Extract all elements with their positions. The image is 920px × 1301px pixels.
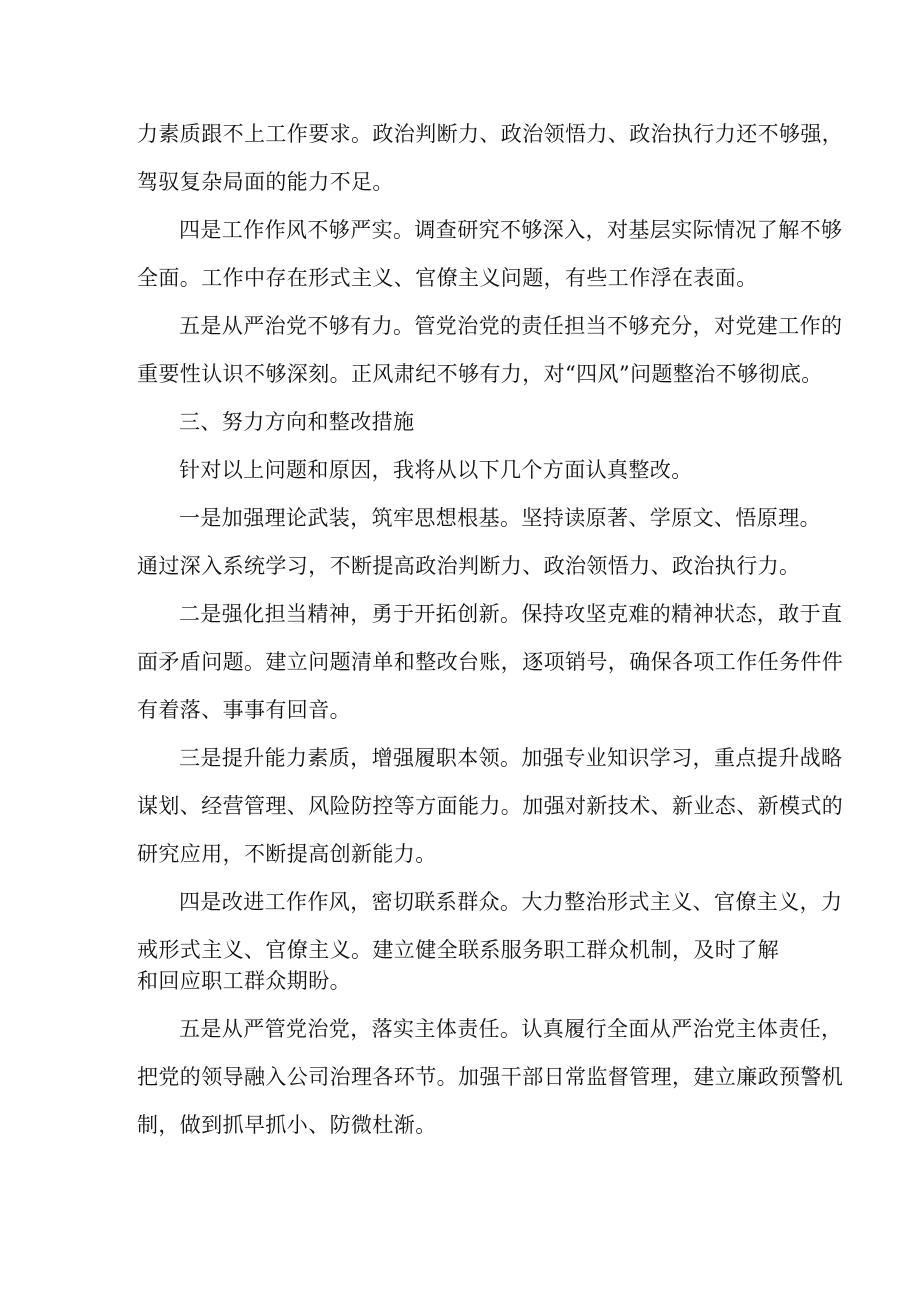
text-line: 有着落、事事有回音。 xyxy=(137,698,351,722)
paragraph-start-line: 三是提升能力素质，增强履职本领。加强专业知识学习，重点提升战略 xyxy=(179,746,843,770)
paragraph-start-line: 针对以上问题和原因，我将从以下几个方面认真整改。 xyxy=(179,458,693,482)
text-line: 制，做到抓早抓小、防微杜渐。 xyxy=(137,1113,437,1137)
section-heading: 三、努力方向和整改措施 xyxy=(179,410,415,434)
text-line: 驾驭复杂局面的能力不足。 xyxy=(137,170,394,194)
text-line: 面矛盾问题。建立问题清单和整改台账，逐项销号，确保各项工作任务件件 xyxy=(137,650,844,674)
paragraph-start-line: 五是从严管党治党，落实主体责任。认真履行全面从严治党主体责任， xyxy=(179,1017,843,1041)
paragraph-start-line: 四是工作作风不够严实。调查研究不够深入，对基层实际情况了解不够 xyxy=(179,218,843,242)
text-line: 把党的领导融入公司治理各环节。加强干部日常监督管理，建立廉政预警机 xyxy=(137,1065,844,1089)
text-line: 重要性认识不够深刻。正风肃纪不够有力，对“四风”问题整治不够彻底。 xyxy=(137,362,823,386)
text-line: 研究应用，不断提高创新能力。 xyxy=(137,842,437,866)
text-line: 和回应职工群众期盼。 xyxy=(137,969,351,993)
paragraph-start-line: 一是加强理论武装，筑牢思想根基。坚持读原著、学原文、悟原理。 xyxy=(179,506,821,530)
paragraph-start-line: 四是改进工作作风，密切联系群众。大力整治形式主义、官僚主义，力 xyxy=(179,890,843,914)
paragraph-start-line: 二是强化担当精神，勇于开拓创新。保持攻坚克难的精神状态，敢于直 xyxy=(179,602,843,626)
text-line: 谋划、经营管理、风险防控等方面能力。加强对新技术、新业态、新模式的 xyxy=(137,794,844,818)
text-line: 力素质跟不上工作要求。政治判断力、政治领悟力、政治执行力还不够强， xyxy=(137,122,844,146)
text-line: 通过深入系统学习，不断提高政治判断力、政治领悟力、政治执行力。 xyxy=(137,554,801,578)
text-line: 全面。工作中存在形式主义、官僚主义问题，有些工作浮在表面。 xyxy=(137,266,758,290)
text-line: 戒形式主义、官僚主义。建立健全联系服务职工群众机制，及时了解 xyxy=(137,938,779,962)
paragraph-start-line: 五是从严治党不够有力。管党治党的责任担当不够充分，对党建工作的 xyxy=(179,314,843,338)
